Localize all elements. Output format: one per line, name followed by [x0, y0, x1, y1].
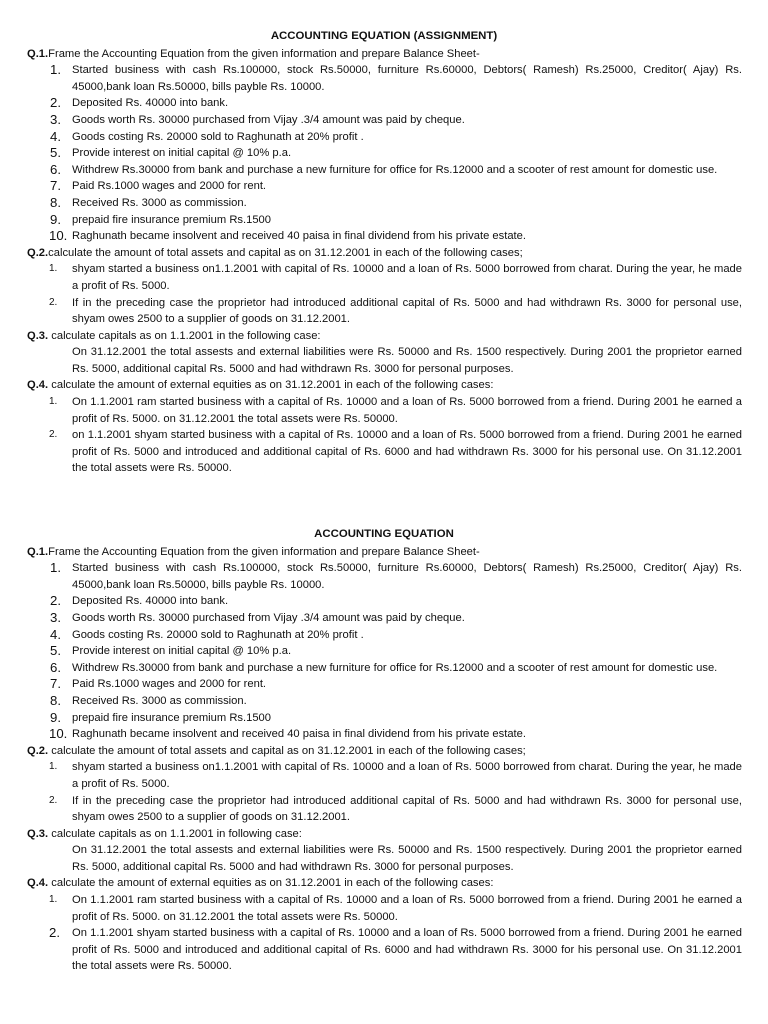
- question-number: Q.4.: [27, 877, 49, 890]
- item-text: Deposited Rs. 40000 into bank.: [72, 595, 229, 608]
- item-text: On 1.1.2001 ram started business with a capital of Rs. 10000 and a loan of Rs. 5000 borrowed from a friend. During 2001 he earned a profit of Rs. 5000. on 31.12.2001 the total assets were Rs. 50000.: [72, 894, 742, 923]
- question-2-items: [0, 759, 768, 825]
- question-4: [0, 875, 768, 892]
- list-item: [0, 62, 768, 95]
- item-number: 1.: [49, 396, 58, 408]
- question-text: calculate capitals as on 1.1.2001 in following case:: [48, 827, 302, 840]
- question-text: calculate the amount of external equities as on 31.12.2001 in each of the following cases:: [48, 379, 494, 392]
- list-item: [0, 610, 768, 627]
- item-text: Withdrew Rs.30000 from bank and purchase a new furniture for office for Rs.12000 and a scooter of rest amount for domestic use.: [72, 163, 718, 176]
- list-item: [0, 627, 768, 644]
- question-1: [0, 544, 768, 561]
- item-number: 8.: [50, 692, 61, 708]
- question-2-items: [0, 261, 768, 327]
- item-text: Started business with cash Rs.100000, stock Rs.50000, furniture Rs.60000, Debtors( Ramesh) Rs.25000, Creditor( Ajay) Rs. 45000,bank loan Rs.50000, bills payble Rs. 10000.: [72, 64, 742, 93]
- section-title: ACCOUNTING EQUATION (ASSIGNMENT): [270, 30, 498, 42]
- list-item: [0, 95, 768, 112]
- question-2: [0, 743, 768, 760]
- list-item: [0, 925, 768, 975]
- list-item: [0, 710, 768, 727]
- item-number: 5.: [50, 643, 61, 659]
- question-4-items: [0, 394, 768, 477]
- item-number: 2.: [50, 95, 61, 111]
- question-1-items: [0, 62, 768, 245]
- question-text: calculate the amount of total assets and capital as on 31.12.2001 in each of the following cases;: [48, 744, 526, 757]
- item-text: prepaid fire insurance premium Rs.1500: [72, 213, 271, 226]
- item-number: 7.: [50, 676, 61, 692]
- item-number: 1.: [49, 761, 58, 773]
- list-item: [0, 261, 768, 294]
- item-number: 2.: [49, 296, 58, 308]
- item-text: Goods worth Rs. 30000 purchased from Vijay .3/4 amount was paid by cheque.: [72, 113, 465, 126]
- item-text: Received Rs. 3000 as commission.: [72, 196, 247, 209]
- item-number: 4.: [50, 626, 61, 642]
- section-title: ACCOUNTING EQUATION: [314, 528, 454, 540]
- question-text: calculate the amount of external equities as on 31.12.2001 in each of the following cases:: [48, 877, 494, 890]
- list-item: [0, 228, 768, 245]
- question-4-items: [0, 892, 768, 975]
- item-text: Provide interest on initial capital @ 10% p.a.: [72, 645, 292, 658]
- list-item: [0, 643, 768, 660]
- item-text: Provide interest on initial capital @ 10% p.a.: [72, 147, 292, 160]
- question-3-paragraph: On 31.12.2001 the total assests and external liabilities were Rs. 50000 and Rs. 1500 respectively. During 2001 the proprietor earned Rs. 5000, additional capital Rs. 5000 and had withdrawn Rs. 3000 for personal purposes.: [72, 844, 742, 873]
- item-number: 1.: [50, 560, 61, 576]
- item-text: shyam started a business on1.1.2001 with capital of Rs. 10000 and a loan of Rs. 5000 borrowed from charat. During the year, he made a profit of Rs. 5000.: [72, 761, 742, 790]
- list-item: [0, 759, 768, 792]
- question-text: Frame the Accounting Equation from the given information and prepare Balance Sheet-: [48, 47, 480, 60]
- item-number: 2.: [49, 429, 58, 441]
- question-number: Q.2.: [27, 744, 49, 757]
- question-number: Q.1.: [27, 545, 49, 558]
- list-item: [0, 129, 768, 146]
- list-item: [0, 726, 768, 743]
- item-text: Withdrew Rs.30000 from bank and purchase a new furniture for office for Rs.12000 and a scooter of rest amount for domestic use.: [72, 661, 718, 674]
- equation-section: [0, 526, 768, 975]
- question-text: calculate the amount of total assets and capital as on 31.12.2001 in each of the following cases;: [48, 246, 523, 259]
- question-3: [0, 328, 768, 345]
- list-item: [0, 394, 768, 427]
- item-number: 1.: [50, 62, 61, 78]
- assignment-section: [0, 28, 768, 477]
- question-2: [0, 245, 768, 262]
- question-number: Q.2.: [27, 246, 49, 259]
- list-item: [0, 178, 768, 195]
- item-number: 10.: [49, 726, 68, 742]
- list-item: [0, 892, 768, 925]
- item-text: Goods costing Rs. 20000 sold to Raghunath at 20% profit .: [72, 130, 364, 143]
- item-text: On 1.1.2001 shyam started business with a capital of Rs. 10000 and a loan of Rs. 5000 borrowed from a friend. During 2001 he earned profit of Rs. 5000 and introduced and additional capital of Rs. 6000 and had withdrawn Rs. 3000 for his personal use. On 31.12.2001 the total assets were Rs. 50000.: [72, 927, 742, 973]
- list-item: [0, 162, 768, 179]
- question-text: calculate capitals as on 1.1.2001 in the following case:: [48, 329, 321, 342]
- item-text: Raghunath became insolvent and received 40 paisa in final dividend from his private estate.: [72, 230, 526, 243]
- question-3-paragraph: On 31.12.2001 the total assests and external liabilities were Rs. 50000 and Rs. 1500 respectively. During 2001 the proprietor earned Rs. 5000, additional capital Rs. 5000 and had withdrawn Rs. 3000 for personal purposes.: [72, 346, 742, 375]
- item-text: Goods worth Rs. 30000 purchased from Vijay .3/4 amount was paid by cheque.: [72, 611, 465, 624]
- question-number: Q.1.: [27, 47, 49, 60]
- item-text: Started business with cash Rs.100000, stock Rs.50000, furniture Rs.60000, Debtors( Ramesh) Rs.25000, Creditor( Ajay) Rs. 45000,bank loan Rs.50000, bills payble Rs. 10000.: [72, 562, 742, 591]
- list-item: [0, 212, 768, 229]
- list-item: [0, 145, 768, 162]
- item-text: Raghunath became insolvent and received 40 paisa in final dividend from his private estate.: [72, 728, 526, 741]
- item-number: 3.: [50, 111, 61, 127]
- item-number: 9.: [50, 211, 61, 227]
- question-1-items: [0, 560, 768, 743]
- item-text: shyam started a business on1.1.2001 with capital of Rs. 10000 and a loan of Rs. 5000 borrowed from charat. During the year, he made a profit of Rs. 5000.: [72, 263, 742, 292]
- item-text: prepaid fire insurance premium Rs.1500: [72, 711, 271, 724]
- item-text: Paid Rs.1000 wages and 2000 for rent.: [72, 678, 267, 691]
- item-number: 8.: [50, 194, 61, 210]
- item-number: 3.: [50, 609, 61, 625]
- question-text: Frame the Accounting Equation from the given information and prepare Balance Sheet-: [48, 545, 480, 558]
- item-text: on 1.1.2001 shyam started business with a capital of Rs. 10000 and a loan of Rs. 5000 borrowed from a friend. During 2001 he earned profit of Rs. 5000 and introduced and additional capital of Rs. 6000 and had withdrawn Rs. 3000 for his personal use. On 31.12.2001 the total assets were Rs. 50000.: [72, 429, 742, 475]
- list-item: [0, 660, 768, 677]
- list-item: [0, 793, 768, 826]
- list-item: [0, 693, 768, 710]
- item-number: 2.: [49, 794, 58, 806]
- item-number: 4.: [50, 128, 61, 144]
- item-number: 10.: [49, 228, 68, 244]
- item-text: If in the preceding case the proprietor had introduced additional capital of Rs. 5000 and had withdrawn Rs. 3000 for personal use, shyam owes 2500 to a supplier of goods on 31.12.2001.: [72, 794, 742, 824]
- list-item: [0, 676, 768, 693]
- item-number: 2.: [49, 925, 60, 941]
- question-number: Q.4.: [27, 379, 49, 392]
- item-text: Paid Rs.1000 wages and 2000 for rent.: [72, 180, 267, 193]
- question-3: [0, 826, 768, 843]
- list-item: [0, 593, 768, 610]
- item-text: On 1.1.2001 ram started business with a capital of Rs. 10000 and a loan of Rs. 5000 borrowed from a friend. During 2001 he earned a profit of Rs. 5000. on 31.12.2001 the total assets were Rs. 50000.: [72, 396, 742, 425]
- item-text: Received Rs. 3000 as commission.: [72, 694, 247, 707]
- item-text: Goods costing Rs. 20000 sold to Raghunath at 20% profit .: [72, 628, 364, 641]
- question-number: Q.3.: [27, 329, 49, 342]
- item-number: 7.: [50, 178, 61, 194]
- item-text: Deposited Rs. 40000 into bank.: [72, 97, 229, 110]
- question-number: Q.3.: [27, 827, 49, 840]
- item-text: If in the preceding case the proprietor had introduced additional capital of Rs. 5000 and had withdrawn Rs. 3000 for personal use, shyam owes 2500 to a supplier of goods on 31.12.2001.: [72, 296, 742, 326]
- item-number: 6.: [50, 161, 61, 177]
- item-number: 1.: [49, 894, 58, 906]
- question-4: [0, 377, 768, 394]
- item-number: 2.: [50, 593, 61, 609]
- question-1: [0, 46, 768, 63]
- item-number: 9.: [50, 709, 61, 725]
- list-item: [0, 195, 768, 212]
- list-item: [0, 560, 768, 593]
- list-item: [0, 112, 768, 129]
- item-number: 1.: [49, 263, 58, 275]
- item-number: 6.: [50, 659, 61, 675]
- list-item: [0, 427, 768, 477]
- item-number: 5.: [50, 145, 61, 161]
- list-item: [0, 295, 768, 328]
